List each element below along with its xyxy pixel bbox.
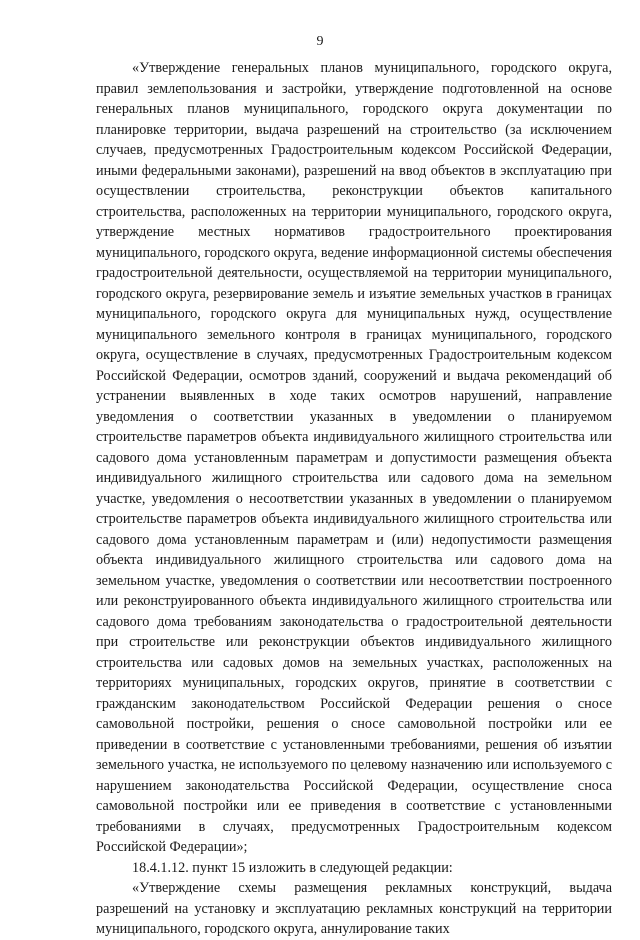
page-number: 9 xyxy=(316,34,324,49)
paragraph-item-15-text: «Утверждение генеральных планов муниципального, городского округа, правил землепользования и застройки, утверждение подготовленной на основе генеральных планов муниципального, городского округа документации по планировке территории, выдача разрешений на строительство (за исключением случаев, предусмотренных Градостроительным кодексом Российской Федерации, иными федеральными законами), разрешений на ввод объектов в эксплуатацию при осуществлении строительства, реконструкции объектов капитального строительства, расположенных на территории муниципального, городского округа, утверждение местных нормативов градостроительного проектирования муниципального, городского округа, ведение информационной системы обеспечения градостроительной деятельности, осуществляемой на территории муниципального, городского округа, резервирование земель и изъятие земельных участков в границах муниципального, городского округа для муниципальных нужд, осуществление муниципального земельного контроля в границах муниципального, городского округа, осуществление в случаях, предусмотренных Градостроительным кодексом Российской Федерации, осмотров зданий, сооружений и выдача рекомендаций об устранении выявленных в ходе таких осмотров нарушений, направление уведомления о соответствии указанных в уведомлении о планируемом строительстве параметров объекта индивидуального жилищного строительства или садового дома установленным параметрам и допустимости размещения объекта индивидуального жилищного строительства или садового дома на земельном участке, уведомления о несоответствии указанных в уведомлении о планируемом строительстве параметров объекта индивидуального жилищного строительства или садового дома установленным параметрам и (или) недопустимости размещения объекта индивидуального жилищного строительства или садового дома на земельном участке, уведомления о соответствии или несоответствии построенного или реконструированного объекта индивидуального жилищного строительства или садового дома требованиям законодательства о градостроительной деятельности при строительстве или реконструкции объектов индивидуального жилищного строительства или садовых домов на земельных участках, расположенных на территориях муниципальных, городских округов, принятие в соответствии с гражданским законодательством Российской Федерации решения о сносе самовольной постройки, решения о сносе самовольной постройки или ее приведении в соответствие с установленными требованиями, решения об изъятии земельного участка, не используемого по целевому назначению или используемого с нарушением законодательства Российской Федерации, осуществление сноса самовольной постройки или ее приведения в соответствие с установленными требованиями в случаях, предусмотренных Градостроительным кодексом Российской Федерации»; xyxy=(96,60,612,855)
paragraph-amendment-instruction: 18.4.1.12. пункт 15 изложить в следующей редакции: xyxy=(132,859,453,876)
document-body xyxy=(96,58,612,940)
paragraph-item-15-new-text: «Утверждение схемы размещения рекламных конструкций, выдача разрешений на установку и эксплуатацию рекламных конструкций на территории муниципального, городского округа, аннулирование таких xyxy=(96,880,612,937)
